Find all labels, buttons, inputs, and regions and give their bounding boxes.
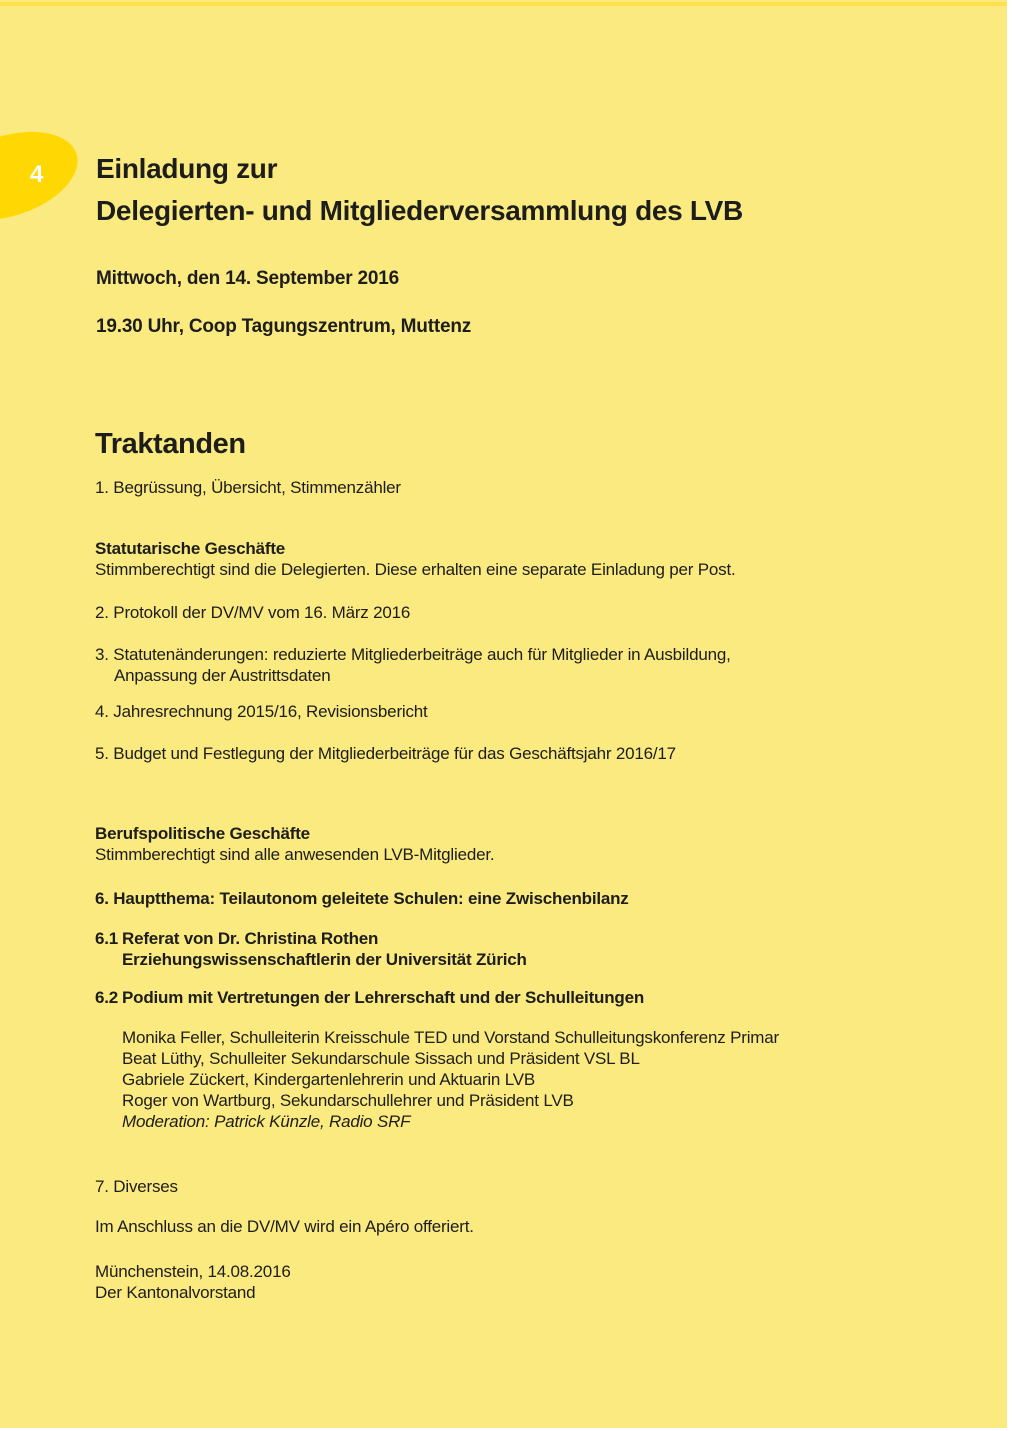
professional-section-note: Stimmberechtigt sind alle anwesenden LVB-Mitglieder.	[95, 845, 495, 864]
apero-note: Im Anschluss an die DV/MV wird ein Apéro offeriert.	[95, 1217, 474, 1236]
agenda-item-6-2	[95, 987, 644, 1008]
agenda-item-6-1	[95, 928, 527, 970]
panel-participant-3: Gabriele Zückert, Kindergartenlehrerin und Aktuarin LVB	[122, 1070, 535, 1089]
agenda-heading: Traktanden	[95, 428, 246, 460]
panel-participant-1: Monika Feller, Schulleiterin Kreisschule TED und Vorstand Schulleitungskonferenz Primar	[122, 1028, 779, 1047]
closing-block	[95, 1261, 291, 1303]
document-title-line2: Delegierten- und Mitgliederversammlung des LVB	[96, 195, 743, 226]
agenda-item-7: 7. Diverses	[95, 1177, 178, 1196]
agenda-item-6: 6. Hauptthema: Teilautonom geleitete Schulen: eine Zwischenbilanz	[95, 889, 629, 908]
agenda-item-6-2-line1: Podium mit Vertretungen der Lehrerschaft und der Schulleitungen	[122, 988, 645, 1007]
panel-participant-4: Roger von Wartburg, Sekundarschullehrer und Präsident LVB	[122, 1091, 574, 1110]
panel-participant-2: Beat Lüthy, Schulleiter Sekundarschule Sissach und Präsident VSL BL	[122, 1049, 640, 1068]
agenda-item-6-1-number: 6.1	[95, 929, 119, 948]
agenda-item-2: 2. Protokoll der DV/MV vom 16. März 2016	[95, 603, 411, 622]
statutory-section-heading: Statutarische Geschäfte	[95, 539, 286, 558]
page-number: 4	[30, 161, 44, 188]
page-number-blob	[0, 116, 89, 237]
agenda-item-3	[95, 644, 731, 686]
panel-participants	[122, 1027, 779, 1132]
agenda-item-4: 4. Jahresrechnung 2015/16, Revisionsbericht	[95, 702, 428, 721]
statutory-section-note: Stimmberechtigt sind die Delegierten. Diese erhalten eine separate Einladung per Post.	[95, 560, 736, 579]
agenda-item-6-1-line1: Referat von Dr. Christina Rothen	[122, 929, 379, 948]
event-time-venue: 19.30 Uhr, Coop Tagungszentrum, Muttenz	[96, 316, 472, 337]
panel-moderation: Moderation: Patrick Künzle, Radio SRF	[122, 1112, 411, 1131]
agenda-item-6-1-text	[122, 928, 527, 970]
agenda-item-5: 5. Budget und Festlegung der Mitgliederbeiträge für das Geschäftsjahr 2016/17	[95, 744, 676, 763]
document-title	[96, 148, 743, 232]
agenda-item-3-line1: 3. Statutenänderungen: reduzierte Mitgliederbeiträge auch für Mitglieder in Ausbildung,	[95, 645, 731, 664]
agenda-item-6-2-number: 6.2	[95, 988, 119, 1007]
event-date: Mittwoch, den 14. September 2016	[96, 268, 399, 289]
top-edge-strip	[0, 2, 1007, 6]
professional-section-heading: Berufspolitische Geschäfte	[95, 824, 310, 843]
agenda-item-1: 1. Begrüssung, Übersicht, Stimmenzähler	[95, 478, 401, 497]
agenda-item-3-line2: Anpassung der Austrittsdaten	[114, 666, 331, 685]
document-title-line1: Einladung zur	[96, 153, 278, 184]
closing-place-date: Münchenstein, 14.08.2016	[95, 1262, 291, 1281]
agenda-item-6-1-line2: Erziehungswissenschaftlerin der Universität Zürich	[122, 950, 527, 969]
closing-signature: Der Kantonalvorstand	[95, 1283, 256, 1302]
